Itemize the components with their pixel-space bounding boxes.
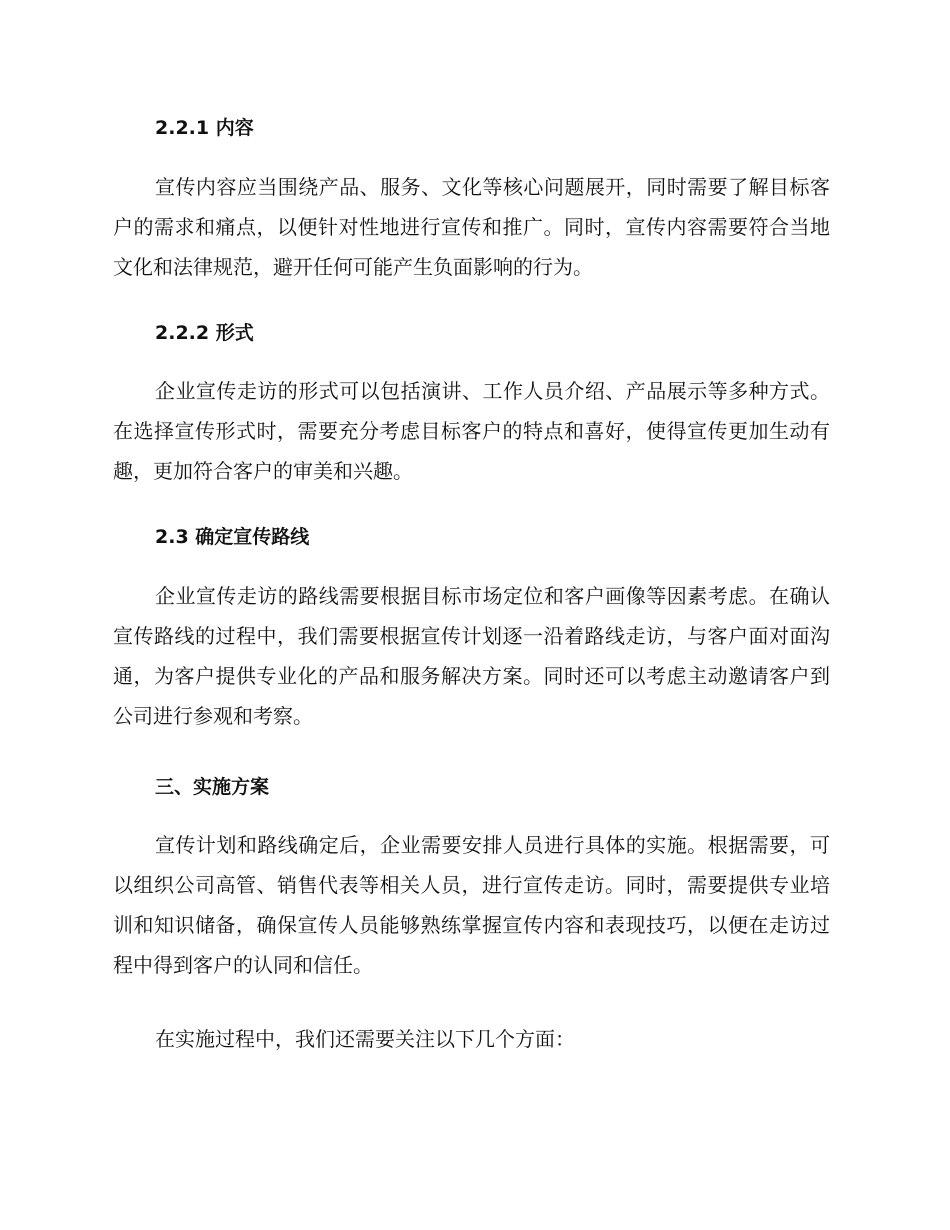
paragraph-form: 企业宣传走访的形式可以包括演讲、工作人员介绍、产品展示等多种方式。在选择宣传形式时，需要充分考虑目标客户的特点和喜好，使得宣传更加生动有趣，更加符合客户的审美和兴趣。 [113, 379, 830, 483]
paragraph-route: 企业宣传走访的路线需要根据目标市场定位和客户画像等因素考虑。在确认宣传路线的过程中，我们需要根据宣传计划逐一沿着路线走访，与客户面对面沟通，为客户提供专业化的产品和服务解决方案。同时还可以考虑主动邀请客户到公司进行参观和考察。 [113, 584, 830, 728]
paragraph-implementation: 宣传计划和路线确定后，企业需要安排人员进行具体的实施。根据需要，可以组织公司高管、销售代表等相关人员，进行宣传走访。同时，需要提供专业培训和知识储备，确保宣传人员能够熟练掌握宣传内容和表现技巧，以便在走访过程中得到客户的认同和信任。 [113, 833, 830, 977]
section-heading-2-3: 2.3 确定宣传路线 [155, 526, 310, 548]
paragraph-content: 宣传内容应当围绕产品、服务、文化等核心问题展开，同时需要了解目标客户的需求和痛点，以便针对性地进行宣传和推广。同时，宣传内容需要符合当地文化和法律规范，避开任何可能产生负面影响的行为。 [113, 175, 830, 279]
paragraph-aspects-intro: 在实施过程中，我们还需要关注以下几个方面： [155, 1027, 575, 1051]
section-heading-2-2-1: 2.2.1 内容 [155, 117, 254, 139]
section-heading-3: 三、实施方案 [155, 776, 270, 798]
section-heading-2-2-2: 2.2.2 形式 [155, 322, 254, 344]
